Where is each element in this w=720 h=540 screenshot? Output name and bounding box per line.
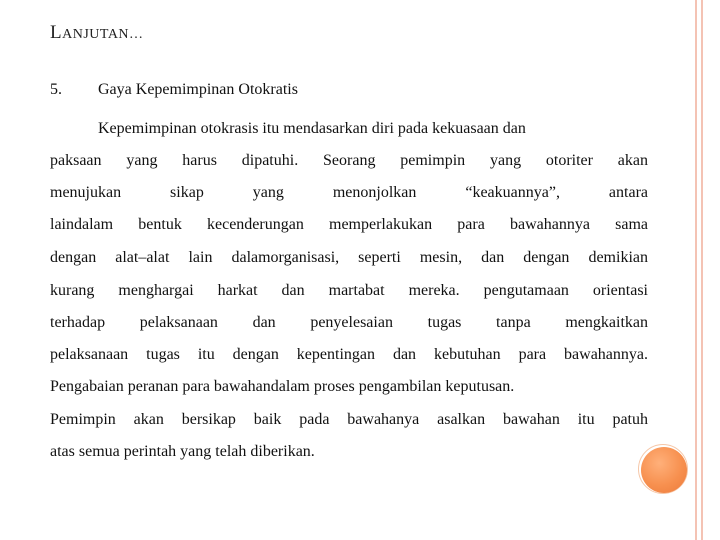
paragraph-line: Pemimpin akan bersikap baik pada bawahanya asalkan bawahan itu patuh	[50, 411, 648, 428]
paragraph-line: laindalam bentuk kecenderungan memperlakukan para bawahannya sama	[50, 216, 648, 233]
paragraph-line: paksaan yang harus dipatuhi. Seorang pemimpin yang otoriter akan	[50, 152, 648, 169]
decorative-border-line	[701, 0, 703, 540]
slide-title-rest: ANJUTAN…	[62, 27, 144, 42]
slide-title	[50, 22, 144, 44]
paragraph-line: menujukan sikap yang menonjolkan “keakuannya”, antara	[50, 184, 648, 201]
decorative-border-line	[695, 0, 697, 540]
slide-title-initial: L	[50, 22, 63, 43]
paragraph-line: pelaksanaan tugas itu dengan kepentingan dan kebutuhan para bawahannya.	[50, 346, 648, 363]
section-heading: Gaya Kepemimpinan Otokratis	[98, 81, 298, 98]
section-number: 5.	[50, 81, 62, 98]
paragraph-line: Kepemimpinan otokrasis itu mendasarkan diri pada kekuasaan dan	[98, 120, 526, 137]
paragraph-line: terhadap pelaksanaan dan penyelesaian tugas tanpa mengkaitkan	[50, 314, 648, 331]
paragraph-line: atas semua perintah yang telah diberikan.	[50, 443, 315, 460]
paragraph-line: kurang menghargai harkat dan martabat mereka. pengutamaan orientasi	[50, 282, 648, 299]
paragraph-line: Pengabaian peranan para bawahandalam proses pengambilan keputusan.	[50, 378, 515, 395]
paragraph-line: dengan alat–alat lain dalamorganisasi, seperti mesin, dan dengan demikian	[50, 249, 648, 266]
